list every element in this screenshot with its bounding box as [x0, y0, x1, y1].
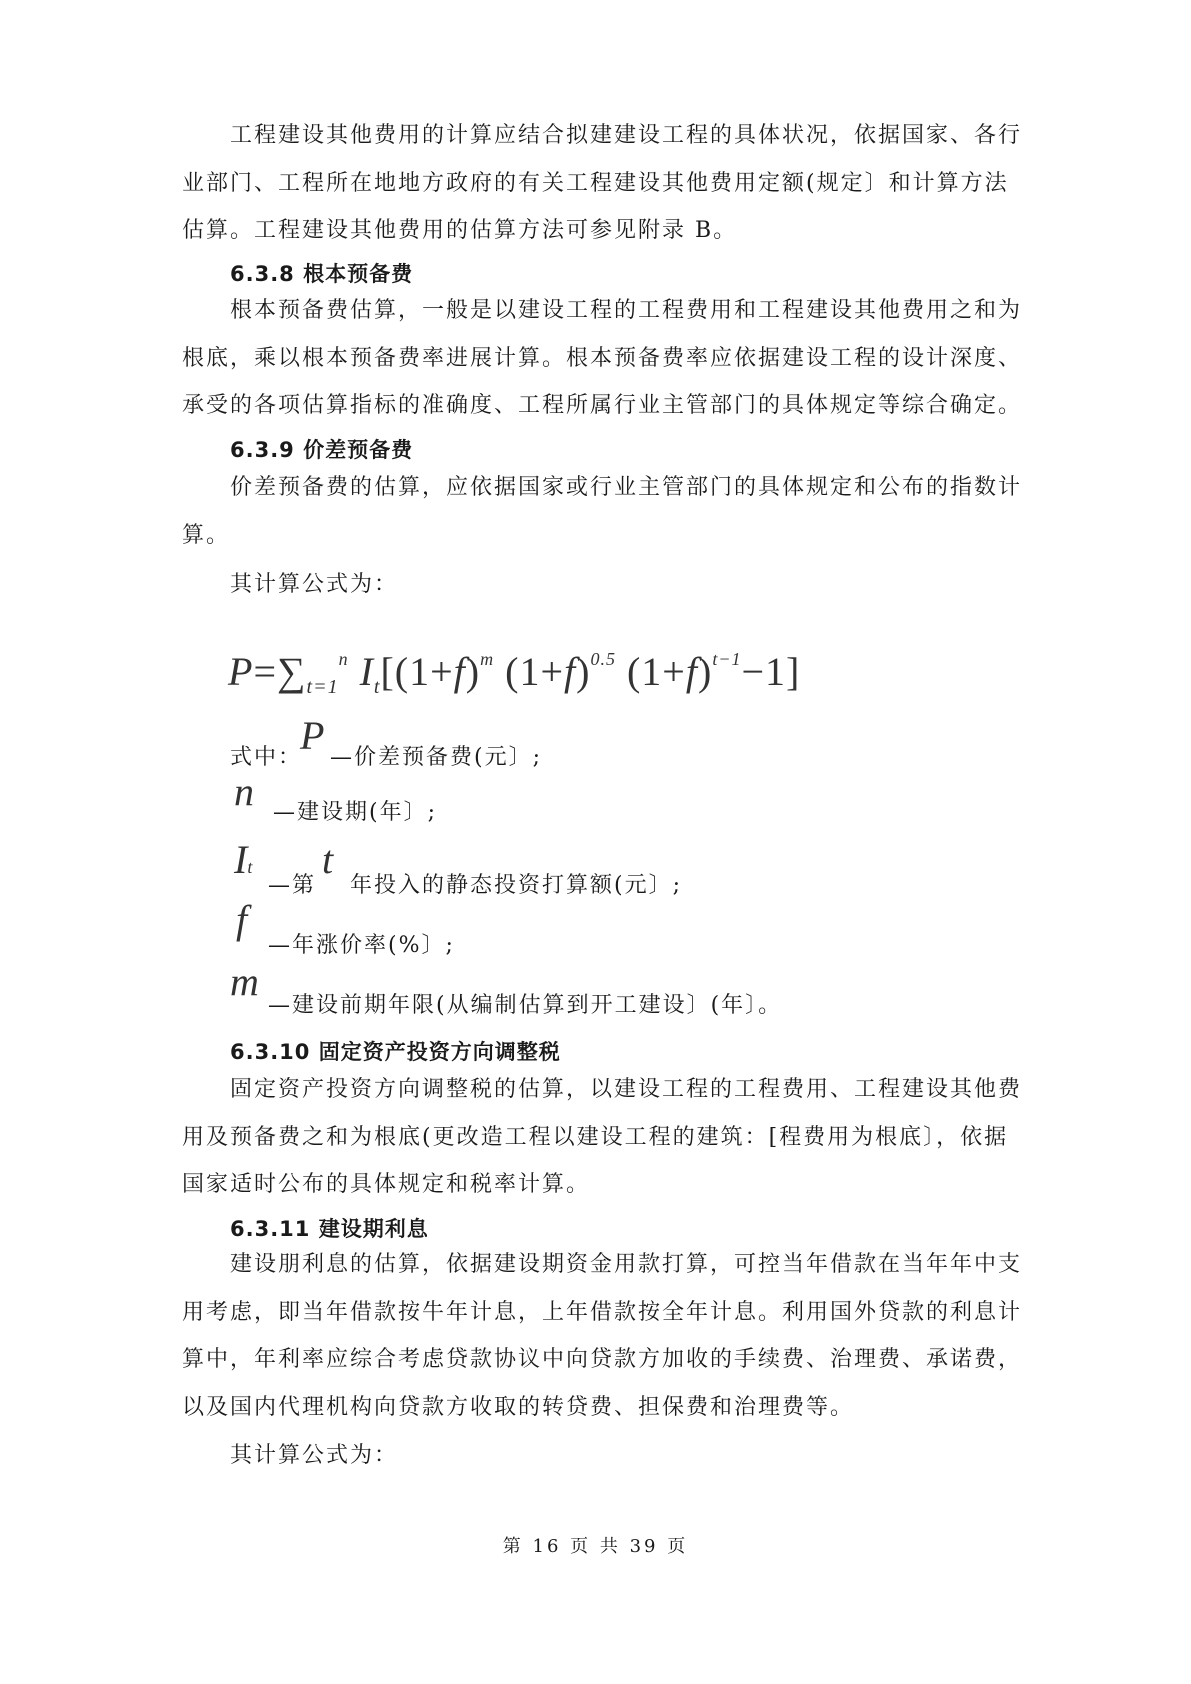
definition-n: —建设期(年〕;: [273, 800, 437, 825]
symbol-P: P: [300, 713, 325, 758]
definition-P: —价差预备费(元〕;: [330, 745, 542, 770]
formula-intro: 其计算公式为：: [230, 572, 399, 597]
page-footer: 第 16 页 共 39 页: [502, 1536, 689, 1557]
definition-m: —建设前期年限(从编制估算到开工建设〕(年〕。: [268, 993, 783, 1018]
symbol-t: t: [322, 837, 334, 882]
where-prefix: 式中：: [230, 745, 303, 770]
definition-It-part2: 年投入的静态投资打算额(元〕;: [350, 873, 682, 898]
paragraph-price-reserve: 价差预备费的估算，应依据国家或行业主管部门的具体规定和公布的指数计算。: [182, 475, 1023, 548]
heading-6-3-9: 6.3.9 价差预备费: [230, 438, 414, 462]
symbol-n: n: [234, 769, 254, 814]
paragraph-investment-tax: 固定资产投资方向调整税的估算，以建设工程的工程费用、工程建设其他费用及预备费之和为根底(更改造工程以建设工程的建筑：[程费用为根底〕，依据国家适时公布的具体规定和税率计算。: [182, 1077, 1023, 1197]
symbol-f: f: [236, 897, 248, 942]
definition-It-part1: —第: [268, 873, 317, 898]
heading-6-3-10: 6.3.10 固定资产投资方向调整税: [230, 1040, 561, 1064]
symbol-m: m: [230, 959, 259, 1004]
paragraph-basic-reserve: 根本预备费估算，一般是以建设工程的工程费用和工程建设其他费用之和为根底，乘以根本预备费率进展计算。根本预备费率应依据建设工程的设计深度、承受的各项估算指标的准确度、工程所属行业主管部门的具体规定等综合确定。: [182, 298, 1023, 418]
symbol-I: It: [234, 837, 253, 882]
heading-6-3-8: 6.3.8 根本预备费: [230, 262, 414, 286]
paragraph-construction-interest: 建设朋利息的估算，依据建设期资金用款打算，可控当年借款在当年年中支用考虑，即当年借款按牛年计息，上年借款按全年计息。利用国外贷款的利息计算中，年利率应综合考虑贷款协议中向贷款方加收的手续费、治理费、承诺费，以及国内代理机构向贷款方收取的转贷费、担保费和治理费等。: [182, 1252, 1023, 1420]
definition-f: —年涨价率(%〕;: [268, 933, 455, 958]
formula-intro-2: 其计算公式为：: [230, 1443, 399, 1468]
paragraph-other-costs: 工程建设其他费用的计算应结合拟建建设工程的具体状况，依据国家、各行业部门、工程所在地地方政府的有关工程建设其他费用定额(规定〕和计算方法估算。工程建设其他费用的估算方法可参见附录 B。: [182, 123, 1023, 243]
price-reserve-formula: $P=\sum_{t=1}^n$ $I_t[(1+f)^m$ $(1+f)^{0.5}$ $(1+f)^{t-1}-1$]: [228, 649, 801, 698]
heading-6-3-11: 6.3.11 建设期利息: [230, 1217, 429, 1241]
